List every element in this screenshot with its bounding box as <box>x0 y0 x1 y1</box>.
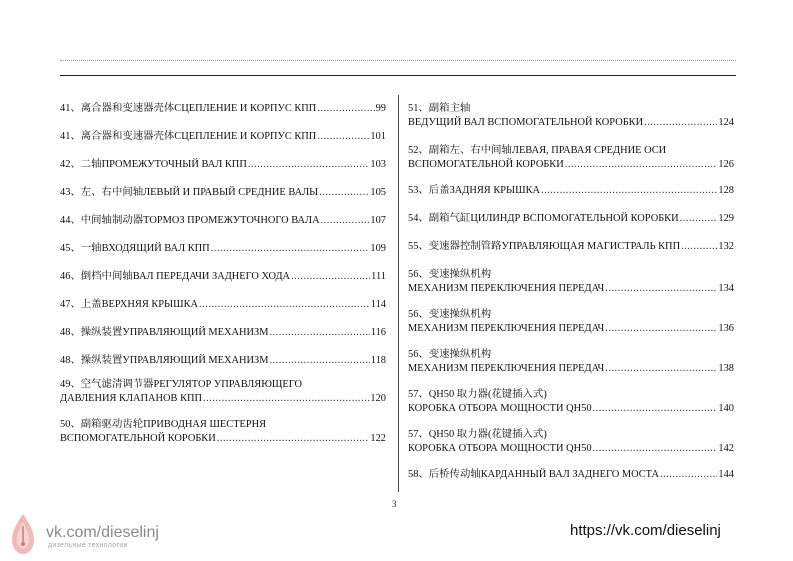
toc-page-number: 140 <box>718 403 734 414</box>
toc-entry-number: 41、 <box>60 103 81 114</box>
toc-entry-title <box>408 348 491 362</box>
toc-leader-dots <box>593 402 718 416</box>
toc-leader-dots <box>317 102 374 116</box>
toc-entry-line <box>60 354 386 368</box>
toc-entry-number: 53、 <box>408 185 429 196</box>
toc-entry-line <box>408 282 734 296</box>
toc-entry-line <box>408 308 734 322</box>
toc-entry-russian-continued: МЕХАНИЗМ ПЕРЕКЛЮЧЕНИЯ ПЕРЕДАЧ <box>408 323 605 334</box>
toc-entry-chinese: 变速操纵机构 <box>428 349 492 360</box>
toc-entry-chinese: 离合器和变速器壳体 <box>80 131 175 142</box>
toc-entry-line <box>60 378 386 392</box>
toc-entry[interactable] <box>408 468 734 482</box>
toc-page-number: 124 <box>718 117 734 128</box>
toc-entry-title <box>408 184 540 198</box>
toc-entry-line <box>408 102 734 116</box>
toc-entry-chinese: 左、右中间轴 <box>80 187 144 198</box>
toc-page-number: 142 <box>718 443 734 454</box>
toc-entry-number: 57、 <box>408 429 429 440</box>
toc-entry-chinese: 中间轴制动器 <box>80 215 144 226</box>
toc-entry-russian: ЛЕВАЯ, ПРАВАЯ СРЕДНИЕ ОСИ <box>511 145 667 156</box>
toc-page-number: 118 <box>370 355 386 366</box>
toc-entry-title <box>60 242 210 256</box>
toc-page-number: 109 <box>370 243 386 254</box>
toc-entry-chinese: 后桥传动轴 <box>428 469 481 480</box>
toc-entry-russian: УПРАВЛЯЮЩИЙ МЕХАНИЗМ <box>122 327 269 338</box>
toc-page-number: 99 <box>375 103 386 114</box>
toc-entry-title <box>60 158 247 172</box>
toc-entry-line <box>60 130 386 144</box>
toc-entry-chinese: 变速操纵机构 <box>428 309 492 320</box>
toc-entry-russian: ВЕРХНЯЯ КРЫШКА <box>101 299 199 310</box>
toc-leader-dots <box>199 298 370 312</box>
toc-entry[interactable] <box>60 418 386 446</box>
toc-entry-number: 44、 <box>60 215 81 226</box>
toc-entry[interactable] <box>408 102 734 130</box>
toc-entry-title <box>60 130 316 144</box>
watermark-logo[interactable] <box>6 512 186 556</box>
toc-entry-number: 41、 <box>60 131 81 142</box>
toc-entry-title <box>60 102 316 116</box>
toc-entry-line <box>408 362 734 376</box>
toc-entry-line <box>408 158 734 172</box>
toc-entry[interactable] <box>60 326 386 340</box>
toc-entry[interactable] <box>408 428 734 456</box>
toc-entry[interactable] <box>408 268 734 296</box>
toc-entry-russian: ВХОДЯЩИЙ ВАЛ КПП <box>101 243 210 254</box>
toc-entry-chinese: 操纵装置 <box>80 327 123 338</box>
toc-page-number: 136 <box>718 323 734 334</box>
toc-entry-chinese: 二轴 <box>80 159 102 170</box>
toc-leader-dots <box>319 186 369 200</box>
toc-entry-title <box>60 378 302 392</box>
toc-entry-chinese: 一轴 <box>80 243 102 254</box>
toc-leader-dots <box>605 282 717 296</box>
toc-entry-russian-continued: ВСПОМОГАТЕЛЬНОЙ КОРОБКИ <box>60 433 216 444</box>
toc-entry-number: 56、 <box>408 349 429 360</box>
toc-entry-line <box>408 468 734 482</box>
pen-nib-icon <box>6 512 40 556</box>
toc-entry-title <box>408 308 491 322</box>
toc-page-number: 107 <box>370 215 386 226</box>
toc-entry[interactable] <box>408 144 734 172</box>
toc-entry-number: 42、 <box>60 159 81 170</box>
toc-entry-line <box>408 116 734 130</box>
toc-entry-title <box>408 388 547 402</box>
toc-entry-number: 56、 <box>408 269 429 280</box>
toc-entry-chinese: 操纵装置 <box>80 355 123 366</box>
toc-entry-line <box>60 298 386 312</box>
toc-entry[interactable] <box>60 298 386 312</box>
toc-leader-dots <box>321 214 370 228</box>
toc-leader-dots <box>541 184 717 198</box>
toc-entry-chinese: QH50 取力器(花键插入式) <box>428 389 547 400</box>
toc-page-number: 126 <box>718 159 734 170</box>
toc-entry[interactable] <box>60 214 386 228</box>
toc-leader-dots <box>269 326 369 340</box>
logo-subtitle: дизельные технологии <box>48 542 128 549</box>
toc-leader-dots <box>248 158 370 172</box>
toc-entry-title <box>408 212 679 226</box>
header-dotted-rule <box>60 60 736 61</box>
toc-entry-russian: ТОРМОЗ ПРОМЕЖУТОЧНОГО ВАЛА <box>143 215 320 226</box>
toc-entry[interactable] <box>60 158 386 172</box>
toc-page-number: 116 <box>370 327 386 338</box>
toc-entry-russian: ЗАДНЯЯ КРЫШКА <box>449 185 541 196</box>
toc-entry-line <box>60 214 386 228</box>
toc-entry-russian: УПРАВЛЯЮЩИЙ МЕХАНИЗМ <box>122 355 269 366</box>
toc-page-number: 128 <box>718 185 734 196</box>
footer-url-link[interactable]: https://vk.com/dieselinj <box>570 522 721 539</box>
logo-text: vk.com/dieselinj <box>46 524 159 541</box>
toc-entry-number: 51、 <box>408 103 429 114</box>
toc-entry-russian: СЦЕПЛЕНИЕ И КОРПУС КПП <box>174 131 317 142</box>
toc-entry-chinese: 后盖 <box>428 185 450 196</box>
toc-page-number: 103 <box>370 159 386 170</box>
toc-entry-chinese: QH50 取力器(花键插入式) <box>428 429 547 440</box>
toc-entry-number: 56、 <box>408 309 429 320</box>
toc-entry[interactable] <box>408 308 734 336</box>
toc-entry-line <box>408 428 734 442</box>
toc-entry-line <box>408 402 734 416</box>
toc-entry-russian: ПРИВОДНАЯ ШЕСТЕРНЯ <box>143 419 267 430</box>
toc-entry-number: 52、 <box>408 145 429 156</box>
toc-entry[interactable] <box>408 240 734 254</box>
toc-entry-russian-continued: КОРОБКА ОТБОРА МОЩНОСТИ QH50 <box>408 403 592 414</box>
toc-page-number: 134 <box>718 283 734 294</box>
toc-entry-russian: ЛЕВЫЙ И ПРАВЫЙ СРЕДНИЕ ВАЛЫ <box>143 187 319 198</box>
toc-entry-number: 49、 <box>60 379 81 390</box>
toc-page-number: 114 <box>370 299 386 310</box>
toc-entry-chinese: 变速器控制管路 <box>428 241 502 252</box>
toc-entry[interactable] <box>408 184 734 198</box>
toc-entry-number: 47、 <box>60 299 81 310</box>
toc-entry-chinese: 副箱气缸 <box>428 213 471 224</box>
toc-entry-title <box>408 428 547 442</box>
toc-entry-title <box>408 144 666 158</box>
toc-leader-dots <box>211 242 370 256</box>
toc-entry-title <box>408 268 491 282</box>
toc-entry-russian: СЦЕПЛЕНИЕ И КОРПУС КПП <box>174 103 317 114</box>
toc-entry-chinese: 上盖 <box>80 299 102 310</box>
toc-page-number: 138 <box>718 363 734 374</box>
toc-entry-title <box>60 214 320 228</box>
toc-entry[interactable] <box>408 388 734 416</box>
toc-entry-chinese: 副箱驱动齿轮 <box>80 419 144 430</box>
column-divider <box>398 95 399 492</box>
toc-entry-russian-continued: ДАВЛЕНИЯ КЛАПАНОВ КПП <box>60 393 203 404</box>
toc-entry-line <box>408 322 734 336</box>
toc-entry-title <box>408 468 659 482</box>
toc-entry-number: 50、 <box>60 419 81 430</box>
toc-page-number: 111 <box>371 271 386 282</box>
toc-entry-line <box>60 102 386 116</box>
toc-entry-line <box>408 184 734 198</box>
toc-entry-number: 48、 <box>60 355 81 366</box>
toc-leader-dots <box>565 158 718 172</box>
toc-entry-russian: КАРДАННЫЙ ВАЛ ЗАДНЕГО МОСТА <box>480 469 659 480</box>
toc-page-number: 122 <box>370 433 386 444</box>
page-number: 3 <box>392 499 397 509</box>
toc-entry-line <box>408 348 734 362</box>
toc-entry[interactable] <box>60 354 386 368</box>
toc-entry-russian: ВАЛ ПЕРЕДАЧИ ЗАДНЕГО ХОДА <box>132 271 291 282</box>
toc-entry-line <box>408 240 734 254</box>
toc-entry-line <box>60 270 386 284</box>
toc-entry-russian: ПРОМЕЖУТОЧНЫЙ ВАЛ КПП <box>101 159 247 170</box>
toc-leader-dots <box>680 212 718 226</box>
toc-entry-line <box>408 144 734 158</box>
toc-entry-number: 45、 <box>60 243 81 254</box>
toc-leader-dots <box>217 432 370 446</box>
toc-page-number: 120 <box>370 393 386 404</box>
toc-page-number: 144 <box>718 469 734 480</box>
toc-entry-title <box>60 326 268 340</box>
toc-entry-line <box>60 242 386 256</box>
toc-leader-dots <box>605 322 717 336</box>
toc-entry-title <box>60 298 198 312</box>
toc-entry-russian-continued: ВЕДУЩИЙ ВАЛ ВСПОМОГАТЕЛЬНОЙ КОРОБКИ <box>408 117 644 128</box>
header-solid-rule <box>60 75 736 76</box>
toc-entry-number: 48、 <box>60 327 81 338</box>
toc-entry-title <box>60 418 266 432</box>
toc-page-number: 129 <box>718 213 734 224</box>
toc-leader-dots <box>681 240 717 254</box>
toc-entry[interactable] <box>408 348 734 376</box>
toc-entry-line <box>60 432 386 446</box>
toc-entry-line <box>60 186 386 200</box>
toc-entry-russian-continued: ВСПОМОГАТЕЛЬНОЙ КОРОБКИ <box>408 159 564 170</box>
toc-leader-dots <box>593 442 718 456</box>
toc-entry-russian-continued: МЕХАНИЗМ ПЕРЕКЛЮЧЕНИЯ ПЕРЕДАЧ <box>408 283 605 294</box>
toc-entry-title <box>408 240 680 254</box>
toc-leader-dots <box>644 116 717 130</box>
toc-entry-chinese: 离合器和变速器壳体 <box>80 103 175 114</box>
toc-entry-number: 55、 <box>408 241 429 252</box>
toc-entry-line <box>408 212 734 226</box>
toc-entry-number: 43、 <box>60 187 81 198</box>
toc-entry-number: 46、 <box>60 271 81 282</box>
toc-entry-line <box>408 442 734 456</box>
toc-entry[interactable] <box>408 212 734 226</box>
toc-entry-title <box>60 270 290 284</box>
toc-entry-number: 57、 <box>408 389 429 400</box>
toc-entry-line <box>60 158 386 172</box>
toc-entry-line <box>408 268 734 282</box>
toc-entry[interactable] <box>60 130 386 144</box>
toc-entry-russian: ЦИЛИНДР ВСПОМОГАТЕЛЬНОЙ КОРОБКИ <box>470 213 679 224</box>
toc-entry-line <box>60 326 386 340</box>
toc-entry-chinese: 空气滤清调节器 <box>80 379 154 390</box>
toc-page-number: 132 <box>718 241 734 252</box>
toc-entry[interactable] <box>60 186 386 200</box>
toc-entry-title <box>408 102 470 116</box>
toc-entry-chinese: 变速操纵机构 <box>428 269 492 280</box>
toc-page-number: 105 <box>370 187 386 198</box>
toc-entry-chinese: 副箱主轴 <box>428 103 471 114</box>
toc-leader-dots <box>317 130 369 144</box>
toc-entry-line <box>60 418 386 432</box>
toc-entry[interactable] <box>60 102 386 116</box>
toc-entry-number: 58、 <box>408 469 429 480</box>
toc-entry-chinese: 副箱左、右中间轴 <box>428 145 512 156</box>
toc-entry-title <box>60 354 268 368</box>
toc-entry-number: 54、 <box>408 213 429 224</box>
toc-entry-title <box>60 186 318 200</box>
toc-leader-dots <box>605 362 717 376</box>
toc-entry[interactable] <box>60 378 386 406</box>
toc-leader-dots <box>660 468 717 482</box>
toc-entry-chinese: 倒档中间轴 <box>80 271 133 282</box>
toc-entry-line <box>408 388 734 402</box>
toc-leader-dots <box>291 270 370 284</box>
toc-entry-russian-continued: КОРОБКА ОТБОРА МОЩНОСТИ QH50 <box>408 443 592 454</box>
toc-entry-russian-continued: МЕХАНИЗМ ПЕРЕКЛЮЧЕНИЯ ПЕРЕДАЧ <box>408 363 605 374</box>
toc-leader-dots <box>269 354 369 368</box>
toc-entry-line <box>60 392 386 406</box>
toc-page-number: 101 <box>370 131 386 142</box>
toc-entry[interactable] <box>60 242 386 256</box>
toc-entry-russian: УПРАВЛЯЮЩАЯ МАГИСТРАЛЬ КПП <box>501 241 681 252</box>
toc-entry[interactable] <box>60 270 386 284</box>
toc-leader-dots <box>203 392 369 406</box>
toc-entry-russian: РЕГУЛЯТОР УПРАВЛЯЮЩЕГО <box>153 379 302 390</box>
